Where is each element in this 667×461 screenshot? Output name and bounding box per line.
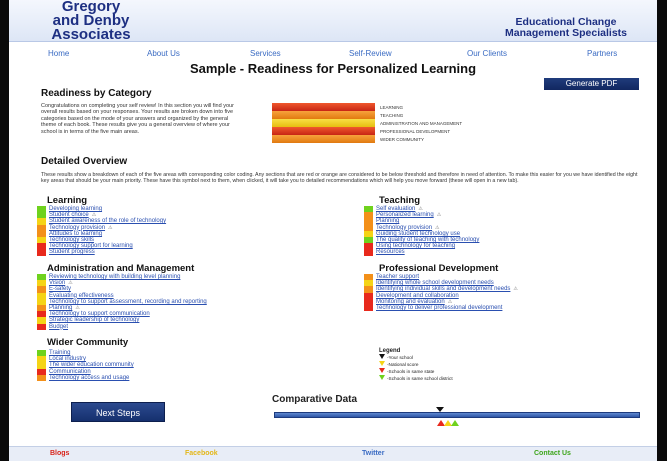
- recommendation-link[interactable]: Training: [49, 350, 71, 356]
- tagline: [505, 17, 627, 39]
- readiness-bars: [272, 103, 382, 143]
- status-swatch: [37, 249, 46, 255]
- priority-flag-icon[interactable]: ⚠: [436, 212, 442, 219]
- legend-marker-icon: [379, 361, 385, 366]
- priority-flag-icon[interactable]: ⚠: [75, 304, 80, 311]
- page: [9, 0, 657, 461]
- legend-marker-icon: [379, 354, 385, 359]
- recommendation-link[interactable]: Communication: [49, 368, 91, 375]
- section-wider: [37, 350, 134, 381]
- priority-flag-icon[interactable]: ⚠: [447, 298, 453, 305]
- recommendation-link[interactable]: Reviewing technology with building level planning: [49, 274, 181, 280]
- section-title-professional: Professional Development: [379, 263, 499, 274]
- recommendation-link[interactable]: Technology support for learning: [49, 243, 133, 250]
- section-learning: [37, 206, 166, 256]
- readiness-bar-teaching: [272, 111, 375, 119]
- list-item: [37, 324, 207, 330]
- legend-text: -National score: [387, 362, 419, 367]
- priority-flag-icon[interactable]: ⚠: [513, 286, 518, 293]
- recommendation-link[interactable]: Self evaluation: [376, 206, 416, 212]
- generate-pdf-button[interactable]: Generate PDF: [544, 78, 639, 90]
- recommendation-link[interactable]: Identifying whole school development needs: [376, 280, 494, 287]
- section-title-administration: Administration and Management: [47, 263, 195, 274]
- legend-text: -Your school: [387, 355, 413, 360]
- footer-link-contact-us[interactable]: Contact Us: [534, 450, 571, 457]
- status-swatch: [37, 375, 46, 381]
- recommendation-link[interactable]: Developing learning: [49, 206, 103, 212]
- legend-text: -Schools in same state: [387, 369, 435, 374]
- nav-self-review[interactable]: Self-Review: [349, 49, 392, 58]
- legend-item-your-school: [379, 354, 453, 361]
- logo-line-3: Associates: [51, 26, 131, 43]
- footer-link-facebook[interactable]: Facebook: [185, 450, 218, 457]
- recommendation-link[interactable]: Planning: [376, 218, 400, 225]
- comparative-bar: [274, 412, 640, 418]
- recommendation-link[interactable]: Technology provision: [49, 224, 106, 231]
- nav-our-clients[interactable]: Our Clients: [467, 49, 508, 58]
- recommendation-link[interactable]: Planning: [49, 304, 73, 311]
- recommendation-link[interactable]: Evaluating effectiveness: [49, 292, 114, 299]
- footer-link-blogs[interactable]: Blogs: [50, 450, 70, 457]
- logo-line-2: and Denby: [52, 12, 130, 29]
- legend-marker-icon: [379, 368, 385, 373]
- legend-item-state: [379, 368, 453, 375]
- company-logo[interactable]: [27, 0, 155, 42]
- readiness-bar-administration: [272, 119, 375, 127]
- recommendation-link[interactable]: Attitudes to learning: [49, 230, 103, 237]
- recommendation-link[interactable]: Using technology for teaching: [376, 243, 456, 250]
- section-professional: [364, 274, 518, 311]
- bar-label-professional: PROFESSIONAL DEVELOPMENT: [380, 129, 451, 134]
- recommendation-link[interactable]: The wider education community: [49, 362, 134, 369]
- comparison-marker-icon: [451, 420, 459, 426]
- recommendation-link[interactable]: Local industry: [49, 356, 87, 363]
- recommendation-link[interactable]: Development and collaboration: [376, 292, 459, 299]
- section-title-learning: Learning: [47, 195, 88, 206]
- recommendation-link[interactable]: Budget: [49, 323, 69, 330]
- comparative-data-title: Comparative Data: [272, 394, 358, 405]
- page-title: Sample - Readiness for Personalized Learning: [189, 61, 477, 76]
- readiness-bar-professional: [272, 127, 375, 135]
- recommendation-link[interactable]: Student choice: [49, 212, 89, 219]
- legend-item-district: [379, 375, 453, 382]
- legend-marker-icon: [379, 375, 385, 380]
- section-title-wider: Wider Community: [47, 337, 129, 348]
- recommendation-link[interactable]: Strategic leadership of technology: [49, 317, 140, 324]
- priority-flag-icon[interactable]: ⚠: [108, 224, 113, 231]
- recommendation-link[interactable]: Technology skills: [49, 236, 95, 243]
- recommendation-link[interactable]: Vision: [49, 280, 66, 287]
- bar-label-learning: LEARNING: [380, 105, 404, 110]
- priority-flag-icon[interactable]: ⚠: [418, 206, 423, 212]
- recommendation-link[interactable]: The quality of teaching with technology: [376, 236, 480, 243]
- readiness-bar-learning: [272, 103, 375, 111]
- footer-link-twitter[interactable]: Twitter: [362, 450, 385, 457]
- readiness-bar-labels: [380, 104, 462, 144]
- recommendation-link[interactable]: Student progress: [49, 249, 95, 256]
- status-swatch: [364, 305, 373, 311]
- list-item: [37, 375, 134, 381]
- recommendation-link[interactable]: Technology to support communication: [49, 311, 150, 318]
- recommendation-link[interactable]: Technology provision: [376, 224, 433, 231]
- section-administration: [37, 274, 207, 330]
- your-school-marker-icon: [436, 407, 444, 412]
- legend-title: Legend: [379, 348, 401, 354]
- recommendation-link[interactable]: Resources: [376, 249, 405, 256]
- readiness-intro: Congratulations on completing your self review! In this section you will find your overall results based on your responses. Your results are broken down into five categories based on the mode of your answers and organized by the general theme of each book. These results give you a general overview of where your school is in terms of the five main areas.: [41, 103, 234, 135]
- tagline-line-1: Educational Change: [515, 16, 617, 28]
- tagline-line-2: Management Specialists: [505, 27, 627, 39]
- recommendation-link[interactable]: E-safety: [49, 286, 72, 293]
- legend: [379, 348, 453, 382]
- recommendation-link[interactable]: Technology access and usage: [49, 374, 130, 381]
- list-item: [364, 305, 518, 311]
- bar-label-administration: ADMINISTRATION AND MANAGEMENT: [380, 121, 463, 126]
- list-item: [364, 249, 479, 255]
- legend-item-national: [379, 361, 453, 368]
- status-swatch: [37, 324, 46, 330]
- recommendation-link[interactable]: Student awareness of the role of technology: [49, 218, 167, 225]
- recommendation-link[interactable]: Teacher support: [376, 274, 420, 280]
- nav-home[interactable]: Home: [48, 49, 70, 58]
- bar-label-wider: WIDER COMMUNITY: [380, 137, 424, 142]
- overview-heading: Detailed Overview: [41, 156, 128, 167]
- site-footer: [9, 446, 657, 461]
- recommendation-link[interactable]: Technology to deliver professional development: [376, 304, 503, 311]
- section-title-teaching: Teaching: [379, 195, 420, 206]
- recommendation-link[interactable]: Guiding student technology use: [376, 230, 461, 237]
- overview-description: These results show a breakdown of each of the five areas with corresponding color coding. Any sections that are red or orange are considered to be below threshold and therefore in need of attention. To make this easier for you we have identified the eight key areas that should be your main priority. These have this symbol next to them, when clicked, it will take you to detailed recommendations which will help you move forward (these will open in a new tab).: [41, 172, 638, 185]
- priority-flag-icon[interactable]: ⚠: [68, 280, 73, 287]
- recommendation-link[interactable]: Monitoring and evaluation: [376, 298, 445, 305]
- nav-about-us[interactable]: About Us: [147, 49, 180, 58]
- priority-flag-icon[interactable]: ⚠: [435, 224, 440, 231]
- bar-label-teaching: TEACHING: [380, 113, 404, 118]
- readiness-heading: Readiness by Category: [41, 88, 152, 99]
- list-item: [37, 249, 166, 255]
- recommendation-link[interactable]: Personalized learning: [376, 212, 434, 219]
- nav-partners[interactable]: Partners: [587, 49, 618, 58]
- section-teaching: [364, 206, 479, 256]
- logo-line-1: Gregory: [61, 0, 121, 15]
- recommendation-link[interactable]: Identifying individual skills and development needs: [376, 286, 511, 293]
- legend-text: -Schools in same school district: [387, 376, 453, 381]
- nav-services[interactable]: Services: [250, 49, 281, 58]
- priority-flag-icon[interactable]: ⚠: [91, 212, 97, 219]
- recommendation-link[interactable]: Technology to support assessment, recording and reporting: [49, 298, 207, 305]
- next-steps-button[interactable]: Next Steps: [71, 402, 165, 422]
- status-swatch: [364, 249, 373, 255]
- site-header: [9, 0, 657, 42]
- readiness-bar-wider: [272, 135, 375, 143]
